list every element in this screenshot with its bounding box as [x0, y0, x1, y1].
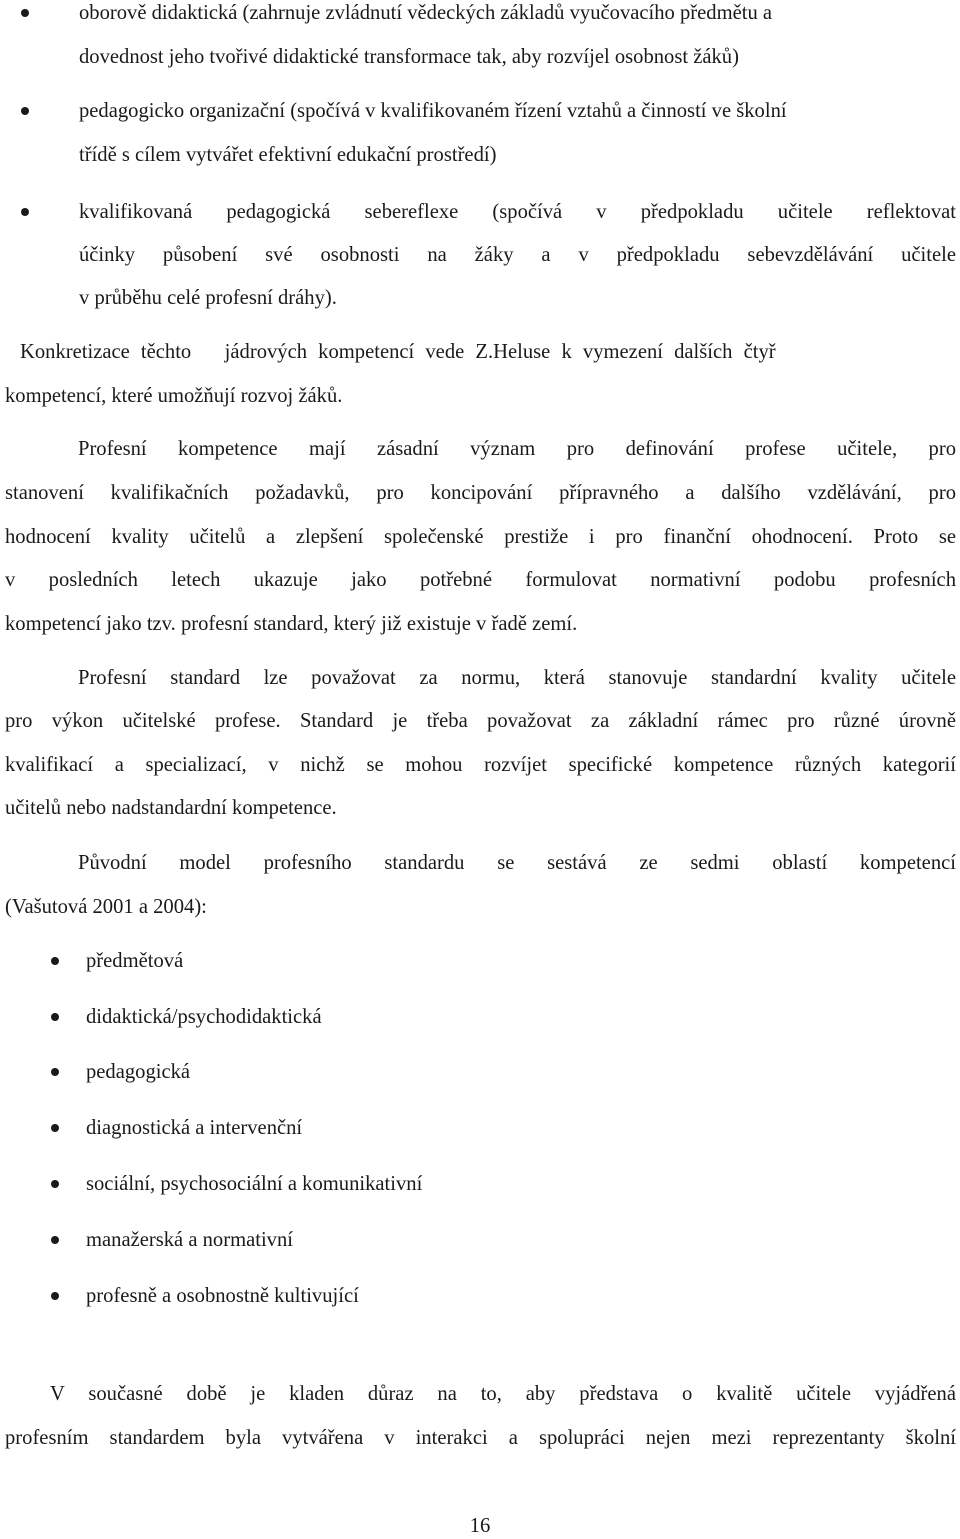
list-item-text: diagnostická a intervenční — [86, 1117, 303, 1139]
list-item-text: sociální, psychosociální a komunikativní — [86, 1173, 423, 1195]
bullet-text-line: dovednost jeho tvořivé didaktické transformace tak, aby rozvíjel osobnost žáků) — [79, 46, 739, 68]
bullet-text-line: oborově didaktická (zahrnuje zvládnutí vědeckých základů vyučovacího předmětu a — [79, 2, 773, 24]
list-item — [0, 946, 960, 976]
paragraph-line: stanovení kvalifikačních požadavků, pro koncipování přípravného a dalšího vzdělávání, pro — [5, 482, 956, 504]
paragraph-line: v posledních letech ukazuje jako potřebné formulovat normativní podobu profesních — [5, 569, 956, 591]
list-item-text: pedagogická — [86, 1061, 191, 1083]
paragraph-line: (Vašutová 2001 a 2004): — [5, 896, 207, 918]
bullet-text-line: třídě s cílem vytvářet efektivní edukační prostředí) — [79, 144, 497, 166]
paragraph-line: kompetencí jako tzv. profesní standard, který již existuje v řadě zemí. — [5, 613, 578, 635]
paragraph-line: kompetencí, které umožňují rozvoj žáků. — [5, 385, 343, 407]
paragraph-line: hodnocení kvality učitelů a zlepšení společenské prestiže i pro finanční ohodnocení. Proto se — [5, 526, 956, 548]
bullet-dot-icon — [51, 1068, 59, 1076]
bullet-dot-icon — [21, 9, 29, 17]
bullet-dot-icon — [51, 1124, 59, 1132]
paragraph-line: profesním standardem byla vytvářena v interakci a spolupráci nejen mezi reprezentanty školní — [5, 1427, 956, 1449]
paragraph-line: pro výkon učitelské profese. Standard je třeba považovat za základní rámec pro různé úrovně — [5, 710, 956, 732]
list-item-text: manažerská a normativní — [86, 1229, 293, 1251]
bullet-dot-icon — [51, 1236, 59, 1244]
paragraph-line: Profesní standard lze považovat za normu, která stanovuje standardní kvality učitele — [78, 667, 956, 689]
paragraph-line: Konkretizace těchto jádrových kompetencí vede Z.Heluse k vymezení dalších čtyř — [20, 341, 776, 363]
bullet-text-line: kvalifikovaná pedagogická sebereflexe (spočívá v předpokladu učitele reflektovat — [79, 201, 956, 223]
list-item-text: didaktická/psychodidaktická — [86, 1006, 322, 1028]
list-item — [0, 1002, 960, 1032]
list-item — [0, 1057, 960, 1087]
list-item — [0, 1225, 960, 1255]
bullet-dot-icon — [21, 208, 29, 216]
list-item — [0, 1169, 960, 1199]
paragraph-line: V současné době je kladen důraz na to, aby představa o kvalitě učitele vyjádřená — [50, 1383, 956, 1405]
paragraph-line: kvalifikací a specializací, v nichž se mohou rozvíjet specifické kompetence různých kategorií — [5, 754, 956, 776]
bullet-dot-icon — [51, 957, 59, 965]
bullet-dot-icon — [51, 1292, 59, 1300]
bullet-text-line: v průběhu celé profesní dráhy). — [79, 287, 337, 309]
bullet-dot-icon — [51, 1180, 59, 1188]
list-item — [0, 1281, 960, 1311]
bullet-dot-icon — [21, 107, 29, 115]
paragraph-line: Původní model profesního standardu se sestává ze sedmi oblastí kompetencí — [78, 852, 956, 874]
list-item-text: profesně a osobnostně kultivující — [86, 1285, 359, 1307]
page-number: 16 — [469, 1515, 491, 1537]
paragraph-line: Profesní kompetence mají zásadní význam pro definování profese učitele, pro — [78, 438, 956, 460]
paragraph-line: učitelů nebo nadstandardní kompetence. — [5, 797, 337, 819]
bullet-text-line: pedagogicko organizační (spočívá v kvalifikovaném řízení vztahů a činností ve školní — [79, 100, 787, 122]
bullet-dot-icon — [51, 1013, 59, 1021]
list-item-text: předmětová — [86, 950, 184, 972]
list-item — [0, 1113, 960, 1143]
bullet-text-line: účinky působení své osobnosti na žáky a v předpokladu sebevzdělávání učitele — [79, 244, 956, 266]
